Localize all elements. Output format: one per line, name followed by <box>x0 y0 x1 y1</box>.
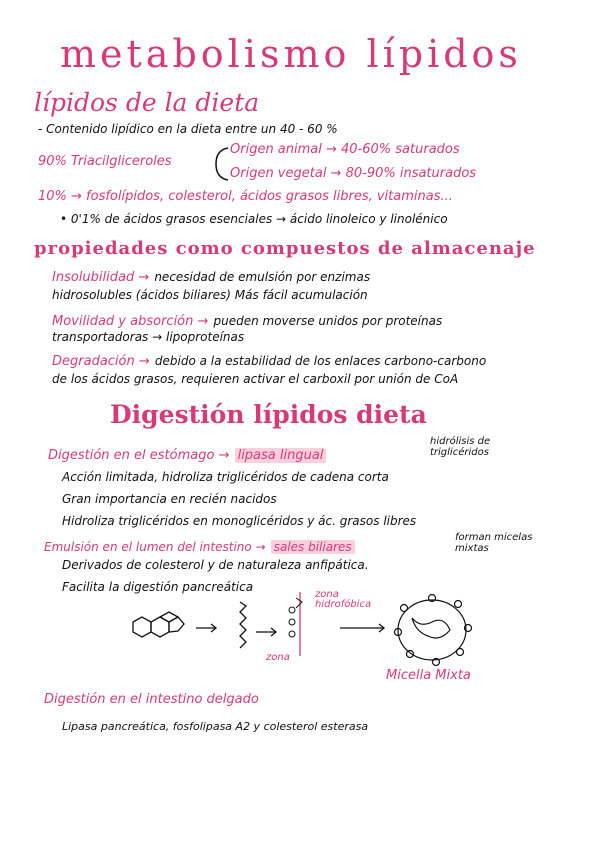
stomach-point-3: Hidroliza triglicéridos en monoglicéridos y ác. grasos libres <box>62 514 417 528</box>
intestine-heading: Digestión en el intestino delgado <box>44 692 259 707</box>
micelle-icon <box>395 595 472 666</box>
section-heading-digestion: Digestión lípidos dieta <box>110 400 427 429</box>
mobility-text: pueden moverse unidos por proteínas <box>213 314 443 328</box>
insolubility-text: necesidad de emulsión por enzimas <box>154 270 371 284</box>
mobility-line <box>52 310 442 329</box>
section-heading-dieta: lípidos de la dieta <box>34 88 260 117</box>
stomach-enzyme: lipasa lingual <box>235 448 327 463</box>
emulsion-line <box>44 536 355 555</box>
degradation-label: Degradación → <box>52 354 150 369</box>
bile-salt-molecule-icon <box>289 592 302 656</box>
emulsion-highlight: sales biliares <box>271 540 355 554</box>
arrow-icon <box>256 628 276 636</box>
origin-animal: Origen animal → 40-60% saturados <box>230 142 460 157</box>
zona-label: zona <box>266 652 290 663</box>
degradation-line <box>52 350 486 369</box>
stomach-label: Digestión en el estómago → <box>48 448 230 463</box>
arrow-icon <box>340 624 384 632</box>
emulsion-point-1: Derivados de colesterol y de naturaleza anfipática. <box>62 558 369 572</box>
emulsion-label: Emulsión en el lumen del intestino → <box>44 540 266 554</box>
stomach-note: hidrólisis de triglicéridos <box>430 436 491 458</box>
zona-hidrofobica-label: zona hidrofóbica <box>315 589 372 610</box>
label-90-percent: 90% Triacilgliceroles <box>38 154 172 169</box>
origin-vegetal: Origen vegetal → 80-90% insaturados <box>230 166 477 181</box>
micelle-diagram <box>0 588 601 708</box>
text-line-01: • 0'1% de ácidos grasos esenciales → ácido linoleico y linolénico <box>60 212 448 226</box>
insolubility-text-2: hidrosolubles (ácidos biliares) Más fácil acumulación <box>52 288 368 302</box>
mobility-label: Movilidad y absorción → <box>52 314 209 329</box>
micelle-label: Micella Mixta <box>386 668 471 683</box>
degradation-text-2: de los ácidos grasos, requieren activar el carboxil por unión de CoA <box>52 372 459 386</box>
insolubility-line <box>52 266 370 285</box>
stomach-point-2: Gran importancia en recién nacidos <box>62 492 277 506</box>
degradation-text: debido a la estabilidad de los enlaces carbono-carbono <box>154 354 487 368</box>
steroid-rings-icon <box>133 612 184 637</box>
stomach-point-1: Acción limitada, hidroliza triglicéridos de cadena corta <box>62 470 389 484</box>
fatty-acid-chain-icon <box>240 602 246 648</box>
emulsion-point-2: Facilita la digestión pancreática <box>62 580 254 594</box>
page-title: metabolismo lípidos <box>60 32 522 76</box>
section-heading-propiedades: propiedades como compuestos de almacenaje <box>34 238 536 259</box>
stomach-line <box>48 444 326 463</box>
insolubility-label: Insolubilidad → <box>52 270 150 285</box>
text-line: - Contenido lipídico en la dieta entre un 40 - 60 % <box>38 122 338 136</box>
text-line-10: 10% → fosfolípidos, colesterol, ácidos grasos libres, vitaminas... <box>38 189 453 204</box>
intestine-point-1: Lipasa pancreática, fosfolipasa A2 y colesterol esterasa <box>62 720 369 733</box>
emulsion-note: forman micelas mixtas <box>455 532 533 554</box>
brace-icon <box>210 146 230 182</box>
arrow-icon <box>196 624 216 632</box>
mobility-text-2: transportadoras → lipoproteínas <box>52 330 245 344</box>
